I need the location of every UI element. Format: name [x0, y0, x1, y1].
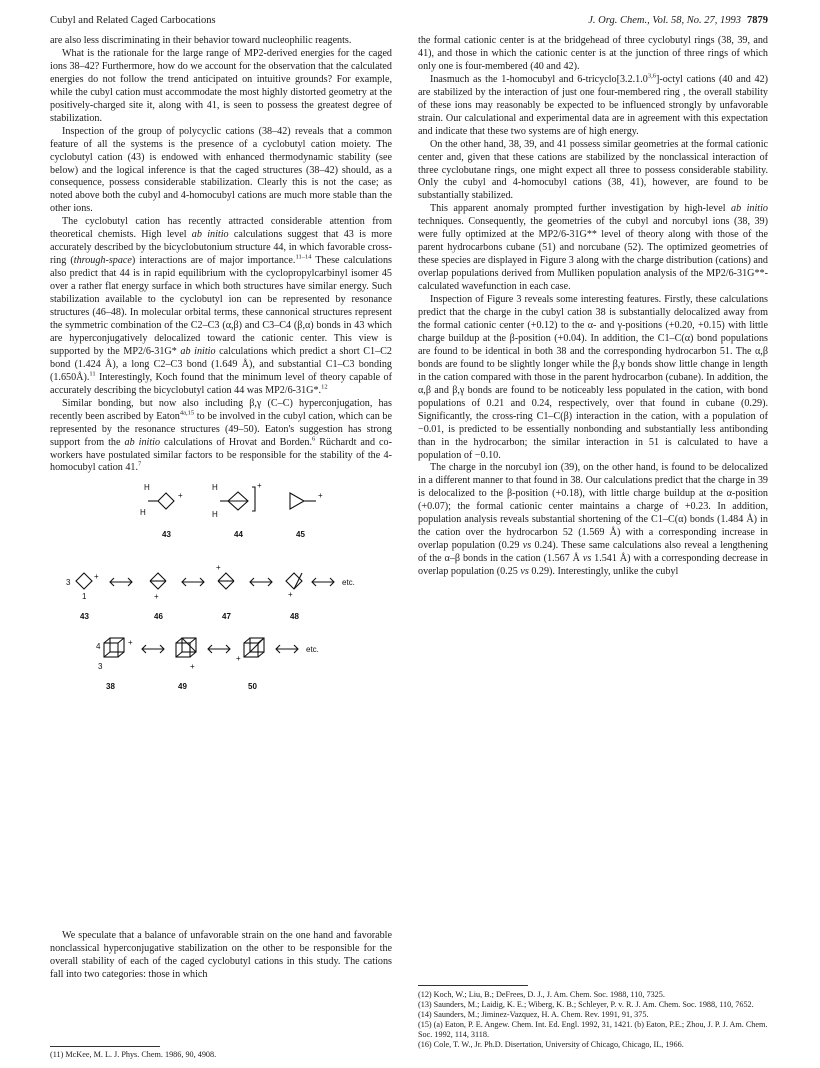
structure-47	[216, 563, 234, 621]
svg-text:H: H	[212, 510, 218, 520]
paragraph: Inspection of the group of polycyclic cations (38–42) reveals that a common feature of all the systems is the presence of a cyclobutyl cation moiety. The cyclobutyl cation (43) is endowed with enhanced thermodynamic stability (see below) and the logical inference is that the caged structures (38–42) should, as a consequence, possess considerable stabilization. Clearly this is not the case; as noted above both the cubyl and 4-homocubyl cations are much more stable than the other ions.	[50, 125, 392, 215]
svg-text:43: 43	[162, 530, 171, 540]
resonance-scheme	[50, 481, 392, 777]
structure-43-row2	[66, 572, 99, 621]
svg-text:+: +	[128, 638, 133, 648]
footnote-14: (14) Saunders, M.; Jiminez-Vazquez, H. A. Chem. Rev. 1991, 91, 375.	[418, 1010, 649, 1019]
structure-44	[212, 481, 262, 539]
left-column	[50, 35, 392, 777]
paragraph: Inasmuch as the 1-homocubyl and 6-tricyclo[3.2.1.0$^{3,6}$]-octyl cations (40 and 42) are stabilized by the interaction of just one four-membered ring , the overall stability of these ions may reasonably be expected to be influenced strongly by unfavorable strain. Our calculational and experimental data are in agreement with this expectation and indicate that these two systems are of high energy.	[418, 72, 769, 137]
paragraph: Inspection of Figure 3 reveals some interesting features. Firstly, these calculations predict that the charge in the cubyl cation 38 is substantially delocalized away from the formal cationic center (+0.12) to the α- and γ-positions (+0.20, +0.15) with little charge buildup at the β-position (+0.04). In addition, the C1–C(α) bond populations are found to be identical in both 38 and the corresponding hydrocarbon 51. The α,β bonds are found to be slightly longer while the β,γ bonds show little change in length in the cation compared with those in the parent hydrocarbon (cubane). In addition, the α,β and β,γ bonds are found to be noticeably less populated in the cation, with bond populations of 0.21 and 0.24, respectively, over that found in cubane (0.29). Significantly, the cross-ring C1–C(β) interaction in the cation, with a population of −0.01, is predicted to be essentially nonbonding and substantially less antibonding than in the hydrocarbon; the similar interaction in 51 is calculated to have a population of −0.10.	[418, 294, 768, 461]
paragraph: Similar bonding, but now also including β,γ (C–C) hyperconjugation, has recently been ascribed by Eaton$^{4a,15}$ to be involved in the cubyl cation, which can be represented by the resonance structures (49–50). Eaton's suggestion has strong support from the ab initio calculations of Hrovat and Borden.$^6$ Rüchardt and co-workers have postulated similar factors to be responsible for the stability of the 4-homocubyl cation 41.$^7$	[50, 397, 392, 474]
paragraph: The charge in the norcubyl ion (39), on the other hand, is found to be delocalized in a different manner to that found in 38. Our calculations predict that the charge in 39 is delocalized to the β-position (+0.18), with little charge buildup at the α-position (+0.07); the formal cationic center maintains a charge of +0.23. In addition, population analysis reveals substantial shortening of the C1–C(α) bonds (1.484 Å) in the cation over the hydrocarbon 52 (1.569 Å) with a corresponding increase in overlap population (0.29 vs 0.24). These same calculations also reveal a lengthening of the α–β bonds in the cation (1.567 Å vs 1.541 Å) with a corresponding decrease in overlap population (0.25 vs 0.29). Interestingly, unlike the cubyl	[418, 462, 768, 578]
svg-text:+: +	[154, 592, 159, 602]
svg-text:45: 45	[296, 530, 305, 540]
right-column	[418, 35, 768, 579]
running-title: Cubyl and Related Caged Carbocations	[50, 15, 216, 26]
svg-text:43: 43	[80, 612, 89, 622]
footnote-12: (12) Koch, W.; Liu, B.; DeFrees, D. J., J. Am. Chem. Soc. 1988, 110, 7325.	[418, 990, 665, 999]
svg-text:+: +	[288, 590, 293, 600]
running-header	[50, 13, 768, 29]
paragraph: are also less discriminating in their behavior toward nucleophilic reagents.	[50, 35, 352, 46]
svg-text:+: +	[94, 572, 99, 582]
svg-text:+: +	[318, 491, 323, 501]
svg-text:H: H	[212, 483, 218, 493]
svg-text:4: 4	[96, 642, 101, 652]
svg-text:49: 49	[178, 682, 187, 692]
journal-citation	[588, 13, 768, 29]
footnote-13: (13) Saunders, M.; Laidig, K. E.; Wiberg, K. B.; Schleyer, P. v. R. J. Am. Chem. Soc. 1988, 110, 7652.	[418, 1000, 754, 1009]
svg-text:48: 48	[290, 612, 299, 622]
footnote-15: (15) (a) Eaton, P. E. Angew. Chem. Int. Ed. Engl. 1992, 31, 1421. (b) Eaton, P.E.; Zhou, J. P. J. Am. Chem. Soc. 1992, 114, 3118.	[418, 1020, 768, 1039]
svg-text:47: 47	[222, 612, 231, 622]
svg-text:+: +	[236, 654, 241, 664]
footnote-rule	[50, 1046, 160, 1047]
svg-text:50: 50	[248, 682, 257, 692]
etc-label: etc.	[306, 645, 319, 655]
svg-text:H: H	[140, 508, 146, 518]
paragraph: What is the rationale for the large range of MP2-derived energies for the caged ions 38–42? Furthermore, how do we account for the observation that the calculated energies do not follow the trend anticipated on intuitive grounds? For example, while the cubyl cation must accommodate the most highly distorted geometry at the positively-charged site it, along with 41, is seen to possess the greatest degree of stabilization.	[50, 47, 392, 124]
paragraph: On the other hand, 38, 39, and 41 possess similar geometries at the formal cationic center and, given that these cations are stabilized by the nonclassical interaction of three cyclobutane rings, one might expect all three to possess considerable stability. Only the cubyl and 4-homocubyl cations (38, 41), however, are found to be substantially stabilized.	[418, 138, 768, 202]
structure-50	[236, 638, 264, 691]
etc-label: etc.	[342, 578, 355, 588]
scheme-drawing	[50, 481, 392, 771]
svg-text:44: 44	[234, 530, 243, 540]
paragraph: The cyclobutyl cation has recently attracted considerable attention from theoretical chemists. High level ab initio calculations suggest that 43 is more accurately described by the bicyclobutonium structure 44, in which favorable cross-ring (through-space) interactions are of major importance.$^{11-14}$ These calculations also predict that 44 is in rapid equilibrium with the cyclopropylcarbinyl isomer 45 over a rather flat energy surface in which both structures have similar energy. Such stabilization available to the cyclobutyl ion can be represented by resonance structures (46–48). In molecular orbital terms, these cannonical structures represent the symmetric combination of the C2–C3 (α,β) and C3–C4 (β,α) bonds in 43 which are hyperconjugatively delocalized toward the cationic center. This view is supported by the MP2/6-31G* ab initio calculations which predict a short C1–C2 bond (1.424 Å), a long C2–C3 bond (1.649 Å), and substantial C1–C3 bonding (1.650Å).$^{11}$ Interestingly, Koch found that the minimum level of theory capable of accurately describing the bicyclobutyl cation 44 was MP2/6-31G*.$^{12}$	[50, 216, 392, 396]
paragraph: This apparent anomaly prompted further investigation by high-level ab initio techniques. Consequently, the geometries of the cubyl and norcubyl ions (38, 39) were fully optimized at the MP2/6-31G** level of theory along with those of the parent hydrocarbons cubane (51) and norcubane (52). The optimized geometries of these species are displayed in Figure 3 along with the charge distribution (cations) and overlap populations derived from Mulliken population analysis of the MP2/6-31G**-calculated wavefunction in each case.	[418, 203, 768, 293]
footnote-11: (11) McKee, M. L. J. Phys. Chem. 1986, 90, 4908.	[50, 1046, 216, 1060]
footnote-16: (16) Cole, T. W., Jr. Ph.D. Disertation, University of Chicago, Chicago, IL, 1966.	[418, 1040, 684, 1049]
structure-48	[286, 573, 302, 621]
svg-text:+: +	[257, 481, 262, 491]
paragraph: We speculate that a balance of unfavorable strain on the one hand and favorable nonclassical hyperconjugative stabilization on the other to be responsible for the overall stability of each of the caged cyclobutyl cations in this study. The cations fall into two categories: those in which	[50, 930, 392, 980]
svg-text:+: +	[178, 491, 183, 501]
svg-text:46: 46	[154, 612, 163, 622]
paragraph: the formal cationic center is at the bridgehead of three cyclobutyl rings (38, 39, and 41), and those in which the cationic center is at the junction of three rings of which only one is four-membered (40 and 42).	[418, 35, 768, 72]
right-footnotes	[418, 980, 768, 1050]
page-number: 7879	[747, 15, 768, 26]
structure-38	[96, 638, 133, 691]
svg-text:+: +	[216, 563, 221, 573]
structure-46	[150, 573, 166, 621]
svg-text:3: 3	[98, 662, 103, 672]
left-column-bottom	[50, 930, 392, 982]
structure-49	[176, 638, 196, 691]
structure-43-row1	[140, 483, 183, 539]
svg-text:38: 38	[106, 682, 115, 692]
svg-text:1: 1	[82, 592, 87, 602]
svg-text:H: H	[144, 483, 150, 493]
journal-name: J. Org. Chem., Vol. 58, No. 27, 1993	[588, 15, 741, 26]
footnote-rule	[418, 985, 528, 986]
structure-45	[290, 491, 323, 539]
svg-text:3: 3	[66, 578, 71, 588]
svg-text:+: +	[190, 662, 195, 672]
